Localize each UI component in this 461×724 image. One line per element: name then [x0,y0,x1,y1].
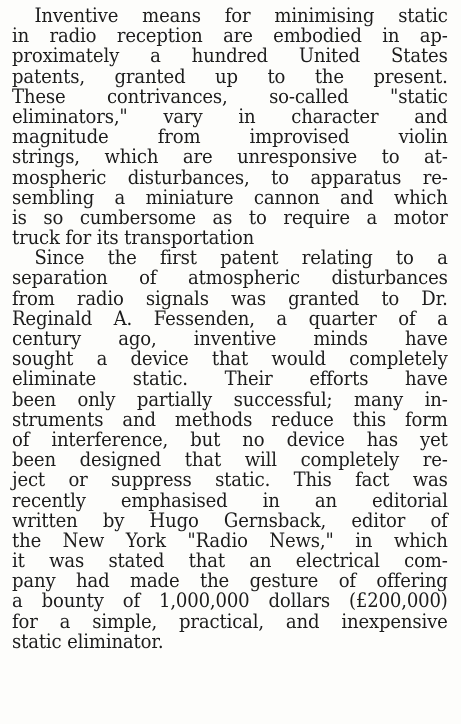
text-line: from radio signals was granted to Dr. [12,286,448,310]
text-line: Reginald A. Fessenden, a quarter of a [12,306,448,330]
text-line: for a simple, practical, and inexpensive [12,609,448,633]
text-line: patents, granted up to the present. [12,64,448,88]
text-line: written by Hugo Gernsback, editor of [12,508,448,532]
text-line: century ago, inventive minds have [12,327,448,350]
paragraph-2 [12,248,447,652]
text-line: proximately a hundred United States [12,44,448,68]
text-line: strings, which are unresponsive to at- [12,145,448,169]
text-line: separation of atmospheric disturbances [12,266,448,290]
text-line: recently emphasised in an editorial [12,488,448,512]
text-line: truck for its transportation [12,226,255,250]
text-line: static eliminator. [12,629,164,653]
text-line: a bounty of 1,000,000 dollars (£200,000) [12,589,448,613]
text-line: the New York "Radio News," in which [12,528,448,552]
text-line: of interference, but no device has yet [12,427,448,451]
text-line: eliminate static. Their efforts have [12,367,448,391]
text-line: is so cumbersome as to require a motor [12,205,448,229]
text-line: These contrivances, so-called "static [12,84,448,108]
paragraph-1 [12,6,447,248]
text-line: eliminators," vary in character and [12,104,448,128]
text-line: mospheric disturbances, to apparatus re- [12,165,448,189]
text-line: magnitude from improvised violin [12,125,448,149]
text-line: Since the first patent relating to a [34,246,448,270]
text-line: struments and methods reduce this form [12,407,448,431]
text-line: Inventive means for minimising static [34,4,448,27]
text-line: in radio reception are embodied in ap- [12,24,448,48]
text-line: ject or suppress static. This fact was [12,468,448,492]
text-line: been designed that will completely re- [12,448,448,472]
text-line: sembling a miniature cannon and which [12,185,448,209]
text-line: pany had made the gesture of offering [12,569,448,593]
text-line: been only partially successful; many in- [12,387,448,411]
text-line: sought a device that would completely [12,347,448,371]
text-line: it was stated that an electrical com- [12,549,448,573]
